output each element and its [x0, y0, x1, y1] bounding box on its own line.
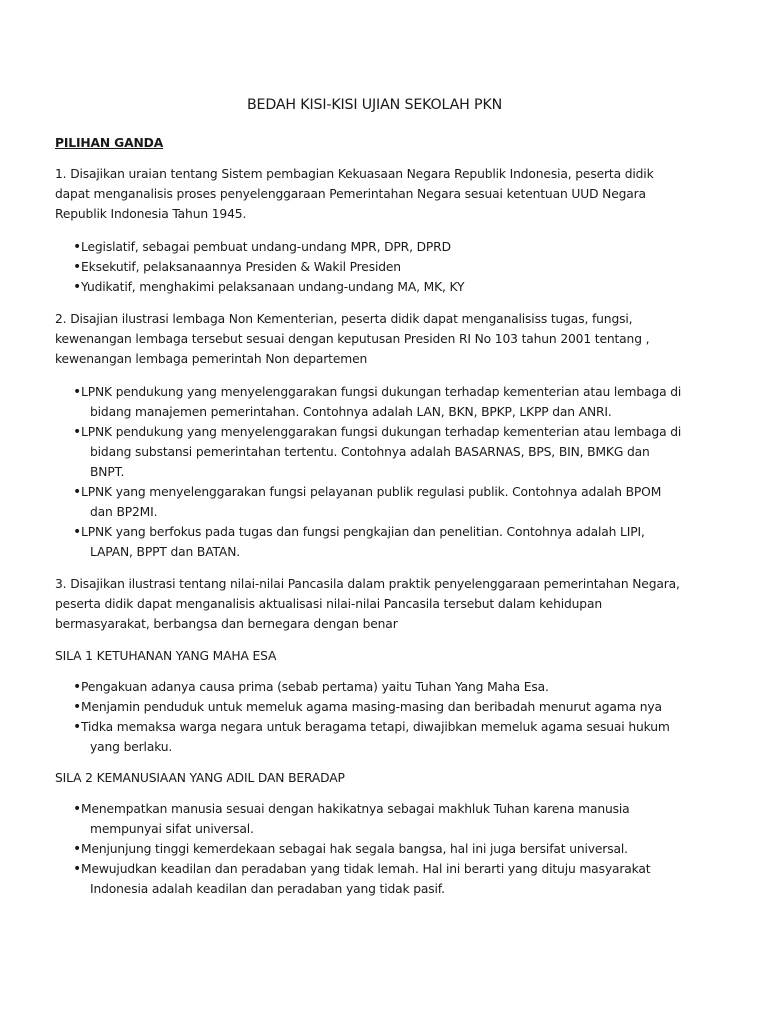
list-item: • LPNK pendukung yang menyelenggarakan fungsi dukungan terhadap kementerian atau lembaga di bidang substansi pemerintahan tertentu. Contohnya adalah BASARNAS, BPS, BIN, BMKG dan BNPT. — [55, 422, 682, 482]
question-2-list — [55, 382, 682, 562]
document-title: BEDAH KISI-KISI UJIAN SEKOLAH PKN — [246, 97, 503, 113]
sila-2-heading: SILA 2 KEMANUSIAAN YANG ADIL DAN BERADAP — [55, 771, 345, 785]
list-item: • Menempatkan manusia sesuai dengan hakikatnya sebagai makhluk Tuhan karena manusia mempunyai sifat universal. — [55, 799, 682, 839]
sila-2-list — [55, 799, 682, 899]
list-item: • LPNK yang menyelenggarakan fungsi pelayanan publik regulasi publik. Contohnya adalah BPOM dan BP2MI. — [55, 482, 682, 522]
question-2-text: 2. Disajian ilustrasi lembaga Non Kementerian, peserta didik dapat menganalisiss tugas, fungsi, kewenangan lembaga tersebut sesuai dengan keputusan Presiden RI No 103 tahun 2001 tentang , kewenangan lembaga pemerintah Non departemen — [55, 312, 650, 366]
sila-1-heading: SILA 1 KETUHANAN YANG MAHA ESA — [55, 649, 277, 663]
question-1-list — [55, 237, 682, 297]
list-item: • Menjunjung tinggi kemerdekaan sebagai hak segala bangsa, hal ini juga bersifat universal. — [55, 839, 682, 859]
list-item: • LPNK yang berfokus pada tugas dan fungsi pengkajian dan penelitian. Contohnya adalah LIPI, LAPAN, BPPT dan BATAN. — [55, 522, 682, 562]
list-item: • Menjamin penduduk untuk memeluk agama masing-masing dan beribadah menurut agama nya — [55, 697, 682, 717]
list-item: • LPNK pendukung yang menyelenggarakan fungsi dukungan terhadap kementerian atau lembaga di bidang manajemen pemerintahan. Contohnya adalah LAN, BKN, BPKP, LKPP dan ANRI. — [55, 382, 682, 422]
question-3-text: 3. Disajikan ilustrasi tentang nilai-nilai Pancasila dalam praktik penyelenggaraan pemerintahan Negara, peserta didik dapat menganalisis aktualisasi nilai-nilai Pancasila tersebut dalam kehidupan bermasyarakat, berbangsa dan bernegara dengan benar — [55, 577, 680, 631]
question-1-text: 1. Disajikan uraian tentang Sistem pembagian Kekuasaan Negara Republik Indonesia, peserta didik dapat menganalisis proses penyelenggaraan Pemerintahan Negara sesuai ketentuan UUD Negara Republik Indonesia Tahun 1945. — [55, 167, 654, 221]
list-item: • Pengakuan adanya causa prima (sebab pertama) yaitu Tuhan Yang Maha Esa. — [55, 677, 682, 697]
sila-1-list — [55, 677, 682, 757]
list-item: • Yudikatif, menghakimi pelaksanaan undang-undang MA, MK, KY — [55, 277, 682, 297]
list-item: • Eksekutif, pelaksanaannya Presiden & Wakil Presiden — [55, 257, 682, 277]
list-item: • Tidka memaksa warga negara untuk beragama tetapi, diwajibkan memeluk agama sesuai hukum yang berlaku. — [55, 717, 682, 757]
list-item: • Legislatif, sebagai pembuat undang-undang MPR, DPR, DPRD — [55, 237, 682, 257]
section-heading-pilihan-ganda: PILIHAN GANDA — [55, 136, 164, 150]
list-item: • Mewujudkan keadilan dan peradaban yang tidak lemah. Hal ini berarti yang dituju masyarakat Indonesia adalah keadilan dan peradaban yang tidak pasif. — [55, 859, 682, 899]
